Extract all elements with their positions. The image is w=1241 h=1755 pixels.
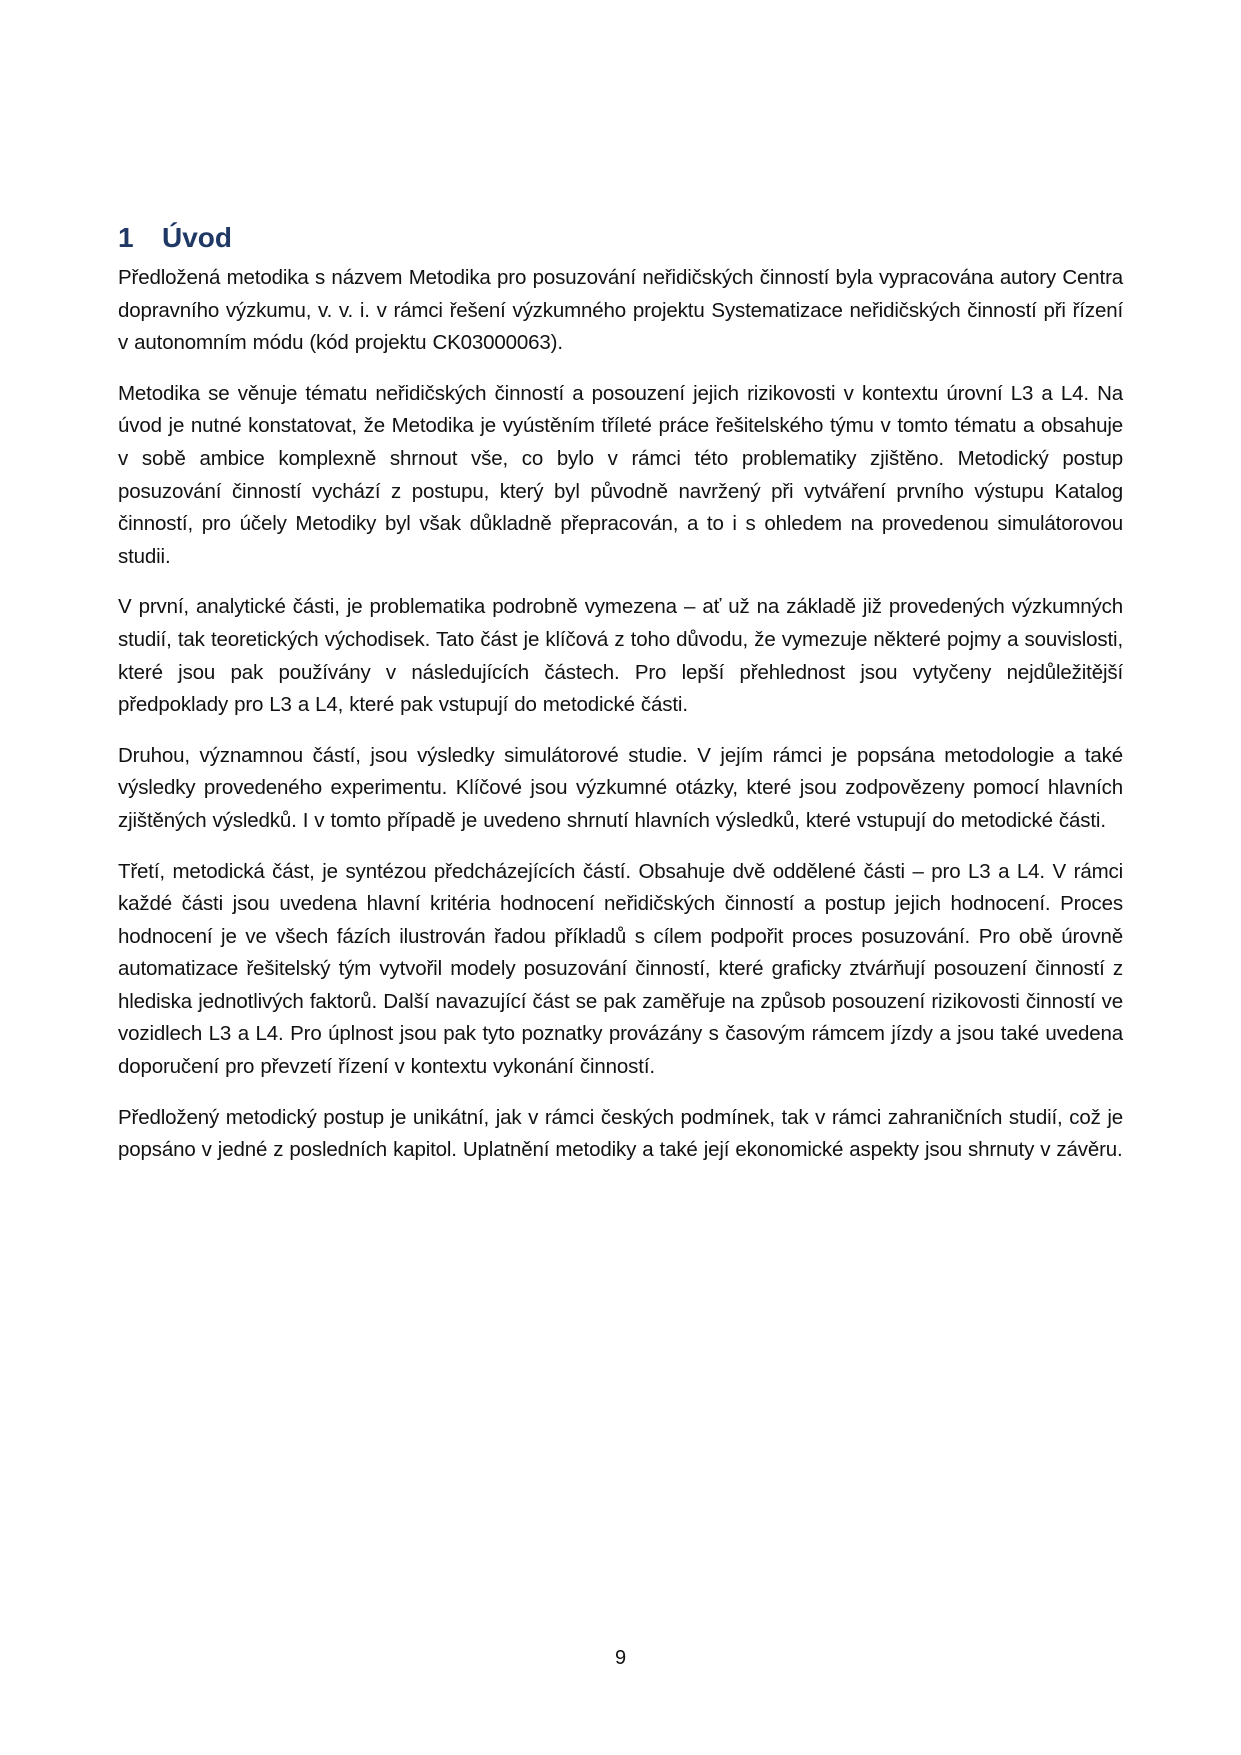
paragraph-analytic-part: V první, analytické části, je problematika podrobně vymezena – ať už na základě již provedených výzkumných studií, tak teoretických východisek. Tato část je klíčová z toho důvodu, že vymezuje některé pojmy a souvislosti, které jsou pak používány v následujících částech. Pro lepší přehlednost jsou vytyčeny nejdůležitější předpoklady pro L3 a L4, které pak vstupují do metodické části. [118, 595, 1123, 717]
paragraph-methodology-topic: Metodika se věnuje tématu neřidičských činností a posouzení jejich rizikovosti v kontextu úrovní L3 a L4. Na úvod je nutné konstatovat, že Metodika je vyústěním tříleté práce řešitelského týmu v tomto tématu a obsahuje v sobě ambice komplexně shrnout vše, co bylo v rámci této problematiky zjištěno. Metodický postup posuzování činností vychází z postupu, který byl původně navržený při vytváření prvního výstupu Katalog činností, pro účely Metodiky byl však důkladně přepracován, a to i s ohledem na provedenou simulátorovou studii. [118, 381, 1123, 568]
paragraph-intro: Předložená metodika s názvem Metodika pro posuzování neřidičských činností byla vypracována autory Centra dopravního výzkumu, v. v. i. v rámci řešení výzkumného projektu Systematizace neřidičských činností při řízení v autonomním módu (kód projektu CK03000063). [118, 266, 1123, 355]
paragraph-methodic-part: Třetí, metodická část, je syntézou předcházejících částí. Obsahuje dvě oddělené části – pro L3 a L4. V rámci každé části jsou uvedena hlavní kritéria hodnocení neřidičských činností a postup jejich hodnocení. Proces hodnocení je ve všech fázích ilustrován řadou příkladů s cílem podpořit proces posuzování. Pro obě úrovně automatizace řešitelský tým vytvořil modely posuzování činností, které graficky ztvárňují posouzení činností z hlediska jednotlivých faktorů. Další navazující část se pak zaměřuje na způsob posouzení rizikovosti činností ve vozidlech L3 a L4. Pro úplnost jsou pak tyto poznatky provázány s časovým rámcem jízdy a jsou také uvedena doporučení pro převzetí řízení v kontextu vykonání činností. [118, 859, 1123, 1079]
section-heading [118, 218, 1123, 258]
paragraph-simulator-study: Druhou, významnou částí, jsou výsledky simulátorové studie. V jejím rámci je popsána metodologie a také výsledky provedeného experimentu. Klíčové jsou výzkumné otázky, které jsou zodpovězeny pomocí hlavních zjištěných výsledků. I v tomto případě je uvedeno shrnutí hlavních výsledků, které vstupují do metodické části. [118, 743, 1123, 832]
section-number: 1 [118, 222, 134, 253]
page-content [118, 218, 1123, 1185]
paragraph-conclusion: Předložený metodický postup je unikátní, jak v rámci českých podmínek, tak v rámci zahraničních studií, což je popsáno v jedné z posledních kapitol. Uplatnění metodiky a také její ekonomické aspekty jsou shrnuty v závěru. [118, 1105, 1123, 1162]
section-title: Úvod [162, 222, 232, 253]
page-number: 9 [614, 1647, 627, 1669]
